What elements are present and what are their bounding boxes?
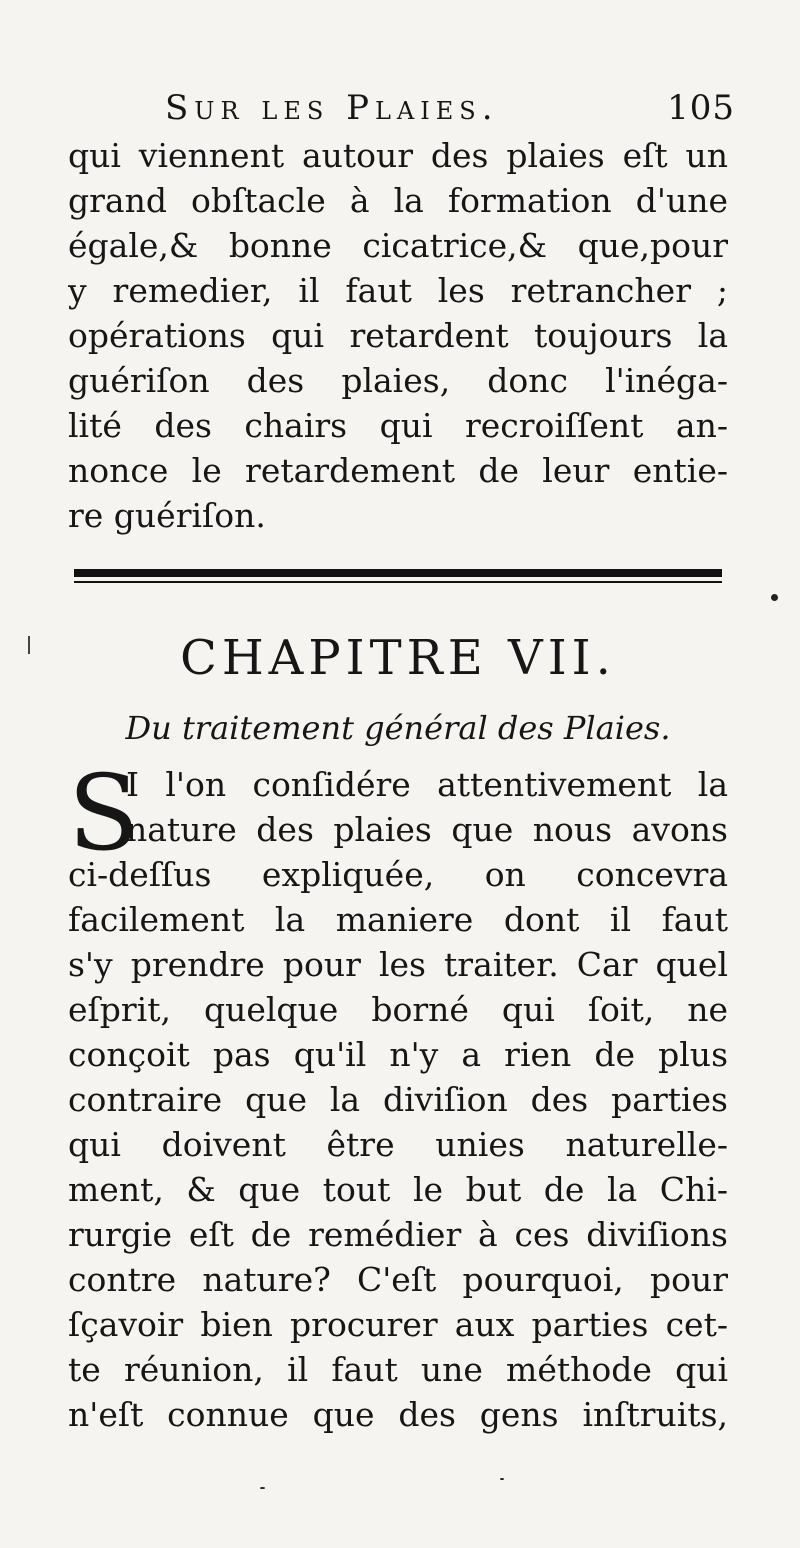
text-line: te réunion, il faut une méthode qui — [68, 1350, 728, 1389]
text-line: facilement la maniere dont il faut — [68, 900, 728, 939]
text-line: ment, & que tout le but de la Chi- — [68, 1170, 728, 1209]
top-paragraph — [68, 133, 728, 538]
text-line: lité des chairs qui recroiſſent an- — [68, 406, 728, 445]
text-line: opérations qui retardent toujours la — [68, 316, 728, 355]
chapter-paragraph — [68, 752, 728, 1437]
ink-speck — [260, 1487, 265, 1489]
text-line: nonce le retardement de leur entie- — [68, 451, 728, 490]
text-line: rurgie eſt de remédier à ces diviſions — [68, 1215, 728, 1254]
chapter-subtitle: Du traitement général des Plaies. — [125, 709, 671, 747]
ink-speck — [771, 594, 778, 601]
text-line: I l'on conſidére attentivement la — [126, 765, 728, 804]
text-line: s'y prendre pour les traiter. Car quel — [68, 945, 728, 984]
text-line: re guériſon. — [68, 496, 266, 535]
running-title: Sur les Plaies. — [165, 88, 499, 128]
text-line: eſprit, quelque borné qui ſoit, ne — [68, 990, 728, 1029]
text-line: guériſon des plaies, donc l'inéga- — [68, 361, 728, 400]
text-line: ci-deſſus expliquée, on concevra — [68, 855, 728, 894]
chapter-title: CHAPITRE VII. — [180, 630, 616, 686]
text-line: grand obſtacle à la formation d'une — [68, 181, 728, 220]
text-line: contre nature? C'eſt pourquoi, pour — [68, 1260, 728, 1299]
text-line: n'eſt connue que des gens inſtruits, — [68, 1395, 728, 1434]
drop-cap: S — [68, 752, 140, 874]
chapter-divider-thin — [74, 581, 722, 583]
text-line: nature des plaies que nous avons — [126, 810, 728, 849]
text-line: qui viennent autour des plaies eſt un — [68, 136, 728, 175]
running-header — [165, 88, 735, 134]
text-line: égale,& bonne cicatrice,& que,pour — [68, 226, 728, 265]
text-line: y remedier, il faut les retrancher ; — [68, 271, 728, 310]
text-line: contraire que la diviſion des parties — [68, 1080, 728, 1119]
text-line: ſçavoir bien procurer aux parties cet- — [68, 1305, 728, 1344]
chapter-divider-thick — [74, 569, 722, 577]
ink-speck — [500, 1478, 504, 1480]
text-line: conçoit pas qu'il n'y a rien de plus — [68, 1035, 728, 1074]
margin-mark — [28, 636, 30, 654]
text-line: qui doivent être unies naturelle- — [68, 1125, 728, 1164]
page-number: 105 — [667, 88, 735, 128]
